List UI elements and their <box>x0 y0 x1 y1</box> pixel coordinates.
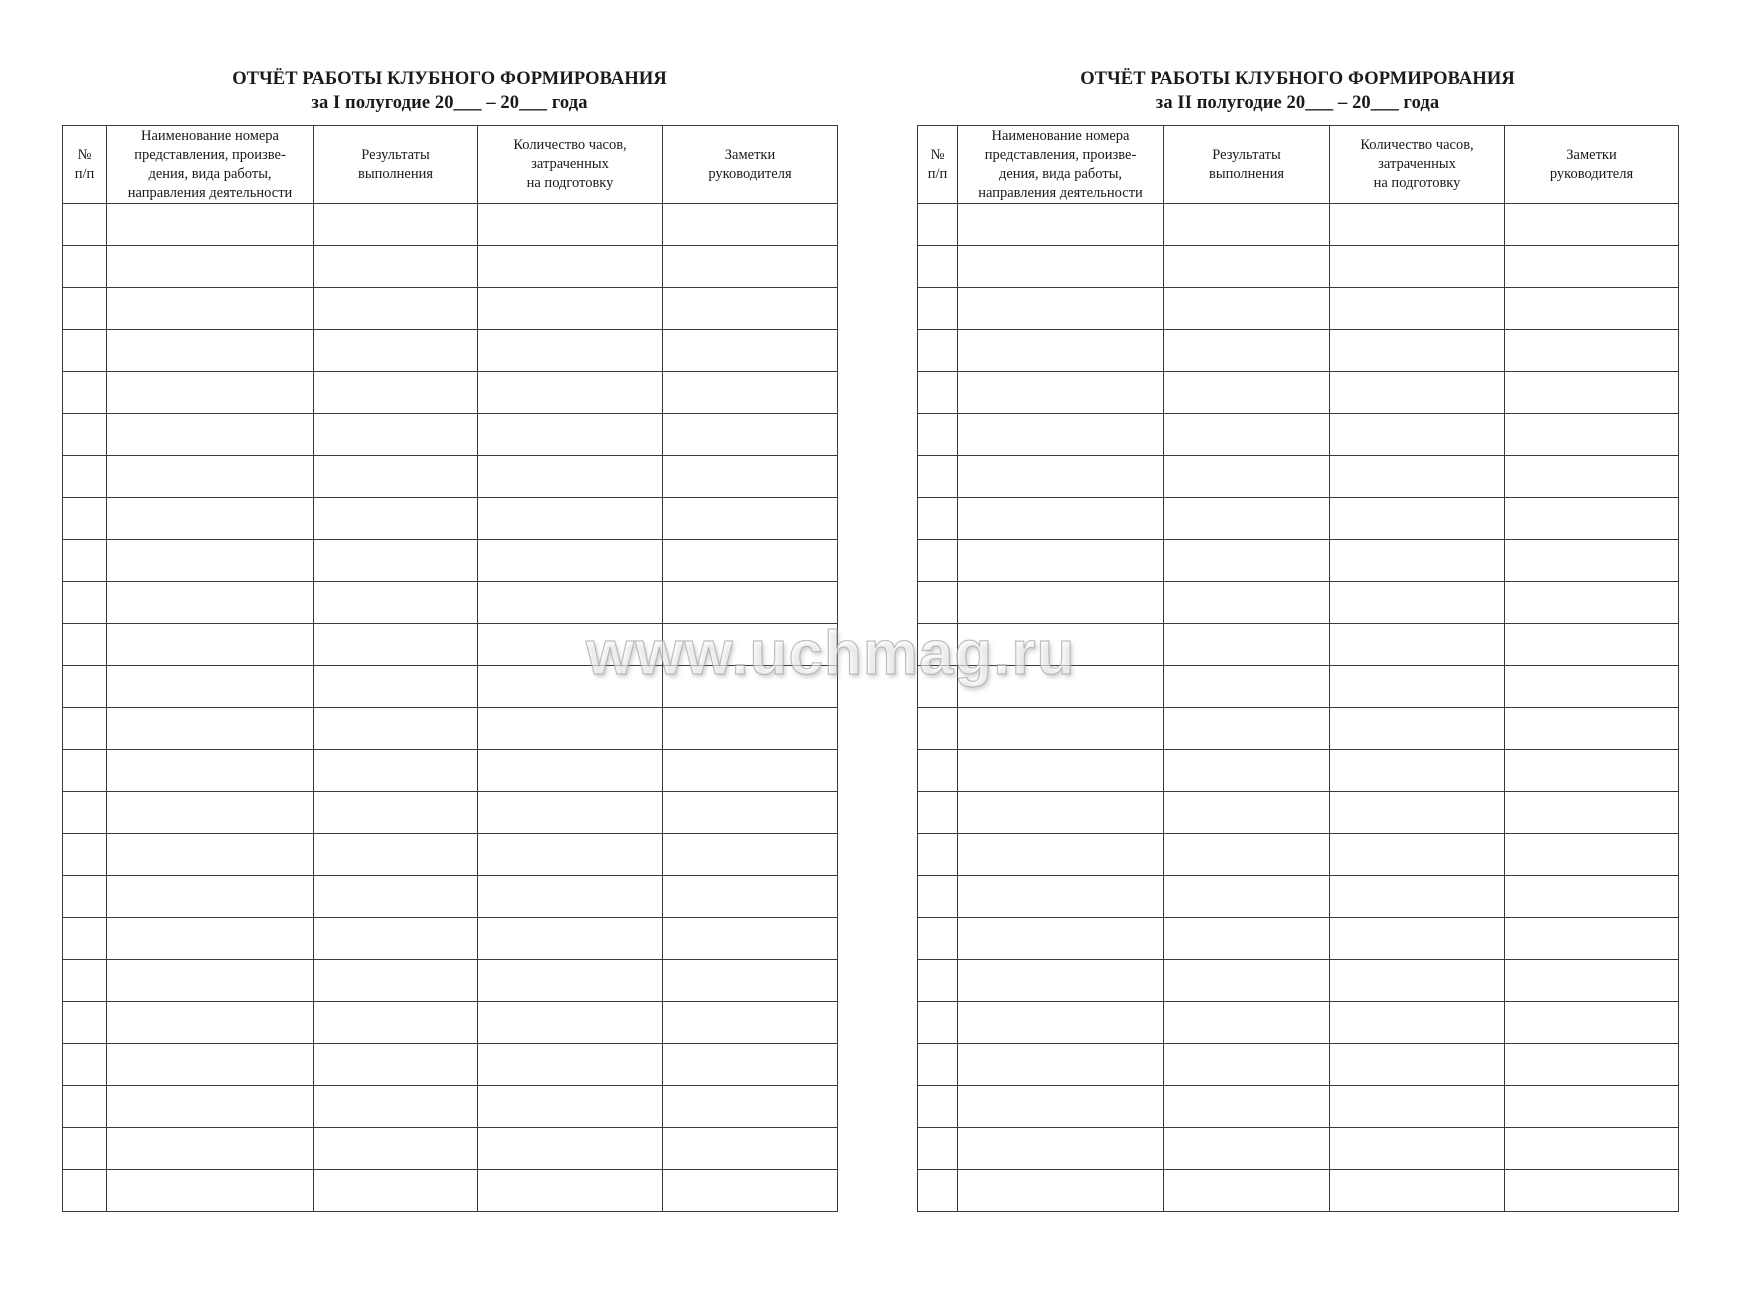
table-row <box>63 246 838 288</box>
table-cell[interactable] <box>918 708 958 750</box>
table-cell[interactable] <box>1505 750 1679 792</box>
table-cell[interactable] <box>1330 876 1505 918</box>
table-row <box>918 330 1679 372</box>
table-cell[interactable] <box>1164 1044 1330 1086</box>
table-cell[interactable] <box>918 540 958 582</box>
table-cell[interactable] <box>663 918 838 960</box>
table-cell[interactable] <box>918 246 958 288</box>
table-cell[interactable] <box>918 1170 958 1212</box>
table-cell[interactable] <box>918 792 958 834</box>
table-cell[interactable] <box>663 1086 838 1128</box>
table-cell[interactable] <box>663 750 838 792</box>
table-cell[interactable] <box>1330 1170 1505 1212</box>
table-row <box>918 876 1679 918</box>
table-cell[interactable] <box>1505 918 1679 960</box>
report-title <box>62 67 837 115</box>
table-cell[interactable] <box>1330 1044 1505 1086</box>
table-cell[interactable] <box>1164 582 1330 624</box>
table-cell[interactable] <box>314 498 478 540</box>
table-cell[interactable] <box>1505 540 1679 582</box>
table-cell[interactable] <box>1505 1002 1679 1044</box>
table-cell[interactable] <box>107 414 314 456</box>
table-cell[interactable] <box>63 498 107 540</box>
table-cell[interactable] <box>663 456 838 498</box>
table-row <box>918 1170 1679 1212</box>
table-cell[interactable] <box>1330 330 1505 372</box>
table-row <box>918 1086 1679 1128</box>
table-cell[interactable] <box>107 540 314 582</box>
table-cell[interactable] <box>478 456 663 498</box>
table-row <box>918 456 1679 498</box>
table-cell[interactable] <box>1505 204 1679 246</box>
table-cell[interactable] <box>314 1086 478 1128</box>
table-header-row <box>63 126 838 204</box>
table-cell[interactable] <box>1164 960 1330 1002</box>
column-header-hours: Количество часов, затраченных на подготовку <box>478 126 663 204</box>
table-row <box>63 204 838 246</box>
table-row <box>918 834 1679 876</box>
column-header-item-name: Наименование номера представления, произве- дения, вида работы, направления деятельности <box>958 126 1164 204</box>
table-cell[interactable] <box>918 330 958 372</box>
table-cell[interactable] <box>1330 1086 1505 1128</box>
table-cell[interactable] <box>478 792 663 834</box>
table-cell[interactable] <box>1164 918 1330 960</box>
table-cell[interactable] <box>918 750 958 792</box>
table-cell[interactable] <box>63 918 107 960</box>
table-cell[interactable] <box>107 456 314 498</box>
table-cell[interactable] <box>1505 246 1679 288</box>
table-cell[interactable] <box>1505 330 1679 372</box>
table-row <box>918 708 1679 750</box>
table-cell[interactable] <box>63 960 107 1002</box>
table-cell[interactable] <box>958 1044 1164 1086</box>
table-cell[interactable] <box>63 288 107 330</box>
table-cell[interactable] <box>1505 1044 1679 1086</box>
table-cell[interactable] <box>663 1044 838 1086</box>
table-cell[interactable] <box>63 834 107 876</box>
table-cell[interactable] <box>958 1128 1164 1170</box>
table-row <box>918 498 1679 540</box>
table-cell[interactable] <box>1164 246 1330 288</box>
table-row <box>918 1002 1679 1044</box>
table-cell[interactable] <box>63 456 107 498</box>
table-row <box>918 960 1679 1002</box>
table-body <box>918 204 1679 1212</box>
table-cell[interactable] <box>63 666 107 708</box>
table-row <box>63 792 838 834</box>
table-cell[interactable] <box>63 1086 107 1128</box>
table-cell[interactable] <box>107 1128 314 1170</box>
table-cell[interactable] <box>1164 624 1330 666</box>
column-header-notes: Заметки руководителя <box>663 126 838 204</box>
table-cell[interactable] <box>1330 582 1505 624</box>
table-cell[interactable] <box>1330 246 1505 288</box>
table-cell[interactable] <box>107 666 314 708</box>
table-row <box>918 204 1679 246</box>
table-cell[interactable] <box>63 792 107 834</box>
table-cell[interactable] <box>478 1170 663 1212</box>
table-row <box>63 1086 838 1128</box>
table-row <box>63 372 838 414</box>
table-cell[interactable] <box>314 834 478 876</box>
table-cell[interactable] <box>663 876 838 918</box>
table-cell[interactable] <box>63 540 107 582</box>
table-row <box>63 834 838 876</box>
table-cell[interactable] <box>958 1002 1164 1044</box>
table-cell[interactable] <box>1505 1086 1679 1128</box>
table-cell[interactable] <box>63 372 107 414</box>
table-cell[interactable] <box>958 708 1164 750</box>
table-cell[interactable] <box>663 834 838 876</box>
table-cell[interactable] <box>1330 1002 1505 1044</box>
table-cell[interactable] <box>478 1086 663 1128</box>
table-cell[interactable] <box>958 876 1164 918</box>
table-cell[interactable] <box>958 834 1164 876</box>
table-cell[interactable] <box>1505 456 1679 498</box>
table-cell[interactable] <box>1164 330 1330 372</box>
table-cell[interactable] <box>1164 750 1330 792</box>
table-cell[interactable] <box>918 414 958 456</box>
table-cell[interactable] <box>958 918 1164 960</box>
table-cell[interactable] <box>918 288 958 330</box>
table-cell[interactable] <box>314 1170 478 1212</box>
table-cell[interactable] <box>918 918 958 960</box>
table-cell[interactable] <box>918 876 958 918</box>
table-cell[interactable] <box>1505 624 1679 666</box>
table-row <box>918 750 1679 792</box>
table-cell[interactable] <box>1164 456 1330 498</box>
table-cell[interactable] <box>663 1128 838 1170</box>
table-cell[interactable] <box>1164 540 1330 582</box>
table-cell[interactable] <box>314 540 478 582</box>
table-cell[interactable] <box>1330 750 1505 792</box>
table-header-row <box>918 126 1679 204</box>
table-cell[interactable] <box>478 204 663 246</box>
table-cell[interactable] <box>1330 666 1505 708</box>
table-row <box>918 414 1679 456</box>
table-cell[interactable] <box>1164 414 1330 456</box>
column-header-number: № п/п <box>63 126 107 204</box>
table-cell[interactable] <box>1164 1002 1330 1044</box>
column-header-notes: Заметки руководителя <box>1505 126 1679 204</box>
table-cell[interactable] <box>107 708 314 750</box>
table-cell[interactable] <box>918 834 958 876</box>
table-cell[interactable] <box>1164 204 1330 246</box>
table-cell[interactable] <box>918 1086 958 1128</box>
table-cell[interactable] <box>63 750 107 792</box>
table-cell[interactable] <box>63 624 107 666</box>
table-cell[interactable] <box>107 750 314 792</box>
table-cell[interactable] <box>478 750 663 792</box>
table-cell[interactable] <box>1505 288 1679 330</box>
report-title-line1: ОТЧЁТ РАБОТЫ КЛУБНОГО ФОРМИРОВАНИЯ <box>1080 69 1515 89</box>
table-cell[interactable] <box>314 708 478 750</box>
table-cell[interactable] <box>1505 792 1679 834</box>
table-cell[interactable] <box>958 456 1164 498</box>
table-cell[interactable] <box>1330 414 1505 456</box>
table-cell[interactable] <box>663 288 838 330</box>
table-cell[interactable] <box>107 246 314 288</box>
table-cell[interactable] <box>1164 666 1330 708</box>
table-cell[interactable] <box>1164 372 1330 414</box>
table-cell[interactable] <box>958 330 1164 372</box>
table-row <box>63 708 838 750</box>
table-row <box>63 414 838 456</box>
table-cell[interactable] <box>918 372 958 414</box>
table-cell[interactable] <box>663 330 838 372</box>
table-cell[interactable] <box>958 960 1164 1002</box>
table-cell[interactable] <box>107 1044 314 1086</box>
table-cell[interactable] <box>1330 834 1505 876</box>
table-cell[interactable] <box>918 1128 958 1170</box>
table-cell[interactable] <box>478 1128 663 1170</box>
table-cell[interactable] <box>958 498 1164 540</box>
table-cell[interactable] <box>663 246 838 288</box>
table-cell[interactable] <box>918 1002 958 1044</box>
table-cell[interactable] <box>314 750 478 792</box>
table-cell[interactable] <box>1505 414 1679 456</box>
table-cell[interactable] <box>1164 1128 1330 1170</box>
table-cell[interactable] <box>663 1002 838 1044</box>
column-header-number: № п/п <box>918 126 958 204</box>
table-row <box>918 792 1679 834</box>
table-cell[interactable] <box>1505 666 1679 708</box>
table-cell[interactable] <box>107 372 314 414</box>
table-row <box>63 288 838 330</box>
table-row <box>918 246 1679 288</box>
table-cell[interactable] <box>663 204 838 246</box>
table-cell[interactable] <box>107 288 314 330</box>
table-cell[interactable] <box>958 1086 1164 1128</box>
table-cell[interactable] <box>663 708 838 750</box>
table-cell[interactable] <box>663 792 838 834</box>
table-row <box>63 456 838 498</box>
table-cell[interactable] <box>663 414 838 456</box>
table-cell[interactable] <box>1330 1128 1505 1170</box>
table-cell[interactable] <box>478 498 663 540</box>
table-row <box>63 1002 838 1044</box>
table-cell[interactable] <box>63 1002 107 1044</box>
table-cell[interactable] <box>107 792 314 834</box>
table-cell[interactable] <box>663 498 838 540</box>
report-title-line2: за II полугодие 20___ – 20___ года <box>1155 93 1440 113</box>
table-row <box>918 540 1679 582</box>
table-cell[interactable] <box>478 918 663 960</box>
report-title <box>917 67 1678 115</box>
table-cell[interactable] <box>478 1044 663 1086</box>
table-cell[interactable] <box>314 666 478 708</box>
table-cell[interactable] <box>1330 960 1505 1002</box>
table-cell[interactable] <box>63 1170 107 1212</box>
table-cell[interactable] <box>478 1002 663 1044</box>
table-cell[interactable] <box>107 918 314 960</box>
table-cell[interactable] <box>958 1170 1164 1212</box>
table-cell[interactable] <box>1505 708 1679 750</box>
table-cell[interactable] <box>107 498 314 540</box>
table-cell[interactable] <box>1505 876 1679 918</box>
table-cell[interactable] <box>1505 372 1679 414</box>
table-cell[interactable] <box>663 540 838 582</box>
table-row <box>63 1044 838 1086</box>
table-cell[interactable] <box>478 246 663 288</box>
table-cell[interactable] <box>478 708 663 750</box>
table-cell[interactable] <box>107 960 314 1002</box>
table-row <box>63 918 838 960</box>
table-cell[interactable] <box>958 246 1164 288</box>
table-cell[interactable] <box>107 582 314 624</box>
table-cell[interactable] <box>1164 288 1330 330</box>
table-row <box>918 918 1679 960</box>
table-cell[interactable] <box>63 414 107 456</box>
table-cell[interactable] <box>1330 372 1505 414</box>
table-cell[interactable] <box>958 414 1164 456</box>
table-cell[interactable] <box>478 834 663 876</box>
table-cell[interactable] <box>918 1044 958 1086</box>
table-cell[interactable] <box>63 582 107 624</box>
table-cell[interactable] <box>1164 708 1330 750</box>
table-cell[interactable] <box>663 1170 838 1212</box>
table-cell[interactable] <box>314 1002 478 1044</box>
table-row <box>63 960 838 1002</box>
table-cell[interactable] <box>918 960 958 1002</box>
watermark: www.uchmag.ru <box>586 619 1076 688</box>
table-cell[interactable] <box>1505 834 1679 876</box>
table-cell[interactable] <box>63 1044 107 1086</box>
table-cell[interactable] <box>314 1128 478 1170</box>
table-cell[interactable] <box>918 498 958 540</box>
table-row <box>918 1044 1679 1086</box>
table-cell[interactable] <box>63 204 107 246</box>
table-cell[interactable] <box>107 330 314 372</box>
table-cell[interactable] <box>107 1002 314 1044</box>
table-cell[interactable] <box>1164 834 1330 876</box>
table-body <box>63 204 838 1212</box>
table-row <box>63 876 838 918</box>
table-cell[interactable] <box>1505 960 1679 1002</box>
table-cell[interactable] <box>1505 582 1679 624</box>
table-row <box>63 330 838 372</box>
table-row <box>63 498 838 540</box>
table-cell[interactable] <box>314 246 478 288</box>
table-cell[interactable] <box>958 372 1164 414</box>
table-cell[interactable] <box>314 876 478 918</box>
table-cell[interactable] <box>1330 288 1505 330</box>
table-cell[interactable] <box>314 204 478 246</box>
table-cell[interactable] <box>314 288 478 330</box>
table-cell[interactable] <box>314 960 478 1002</box>
table-cell[interactable] <box>1330 498 1505 540</box>
table-cell[interactable] <box>314 582 478 624</box>
table-cell[interactable] <box>1330 624 1505 666</box>
table-cell[interactable] <box>1164 1086 1330 1128</box>
table-cell[interactable] <box>478 330 663 372</box>
table-cell[interactable] <box>958 792 1164 834</box>
column-header-hours: Количество часов, затраченных на подготовку <box>1330 126 1505 204</box>
table-row <box>63 1128 838 1170</box>
table-cell[interactable] <box>958 750 1164 792</box>
table-cell[interactable] <box>958 204 1164 246</box>
table-cell[interactable] <box>1330 540 1505 582</box>
table-cell[interactable] <box>1330 456 1505 498</box>
table-row <box>918 372 1679 414</box>
table-cell[interactable] <box>314 456 478 498</box>
table-cell[interactable] <box>1164 498 1330 540</box>
table-cell[interactable] <box>478 414 663 456</box>
table-cell[interactable] <box>107 204 314 246</box>
column-header-results: Результаты выполнения <box>314 126 478 204</box>
table-cell[interactable] <box>63 330 107 372</box>
table-cell[interactable] <box>107 1086 314 1128</box>
table-cell[interactable] <box>63 708 107 750</box>
table-cell[interactable] <box>663 372 838 414</box>
table-cell[interactable] <box>314 792 478 834</box>
table-cell[interactable] <box>1505 1170 1679 1212</box>
table-row <box>63 1170 838 1212</box>
table-cell[interactable] <box>918 456 958 498</box>
table-cell[interactable] <box>1505 498 1679 540</box>
table-cell[interactable] <box>478 288 663 330</box>
table-cell[interactable] <box>107 834 314 876</box>
table-cell[interactable] <box>107 876 314 918</box>
table-cell[interactable] <box>478 372 663 414</box>
table-cell[interactable] <box>1330 204 1505 246</box>
table-cell[interactable] <box>1164 1170 1330 1212</box>
table-cell[interactable] <box>478 540 663 582</box>
table-cell[interactable] <box>314 918 478 960</box>
table-cell[interactable] <box>314 1044 478 1086</box>
report-title-line2: за I полугодие 20___ – 20___ года <box>311 93 588 113</box>
table-cell[interactable] <box>63 876 107 918</box>
table-cell[interactable] <box>958 540 1164 582</box>
table-cell[interactable] <box>663 960 838 1002</box>
table-cell[interactable] <box>478 960 663 1002</box>
table-cell[interactable] <box>958 288 1164 330</box>
table-cell[interactable] <box>314 414 478 456</box>
table-cell[interactable] <box>107 624 314 666</box>
table-cell[interactable] <box>1330 792 1505 834</box>
table-row <box>918 1128 1679 1170</box>
table-row <box>63 750 838 792</box>
table-cell[interactable] <box>314 624 478 666</box>
report-title-line1: ОТЧЁТ РАБОТЫ КЛУБНОГО ФОРМИРОВАНИЯ <box>232 69 667 89</box>
table-cell[interactable] <box>1330 708 1505 750</box>
table-cell[interactable] <box>1505 1128 1679 1170</box>
table-cell[interactable] <box>918 204 958 246</box>
column-header-results: Результаты выполнения <box>1164 126 1330 204</box>
table-row <box>918 288 1679 330</box>
table-row <box>63 540 838 582</box>
table-cell[interactable] <box>107 1170 314 1212</box>
table-cell[interactable] <box>314 372 478 414</box>
table-cell[interactable] <box>1164 876 1330 918</box>
table-cell[interactable] <box>63 1128 107 1170</box>
table-cell[interactable] <box>63 246 107 288</box>
table-cell[interactable] <box>1164 792 1330 834</box>
table-cell[interactable] <box>314 330 478 372</box>
column-header-item-name: Наименование номера представления, произве- дения, вида работы, направления деятельности <box>107 126 314 204</box>
table-cell[interactable] <box>478 876 663 918</box>
table-cell[interactable] <box>1330 918 1505 960</box>
